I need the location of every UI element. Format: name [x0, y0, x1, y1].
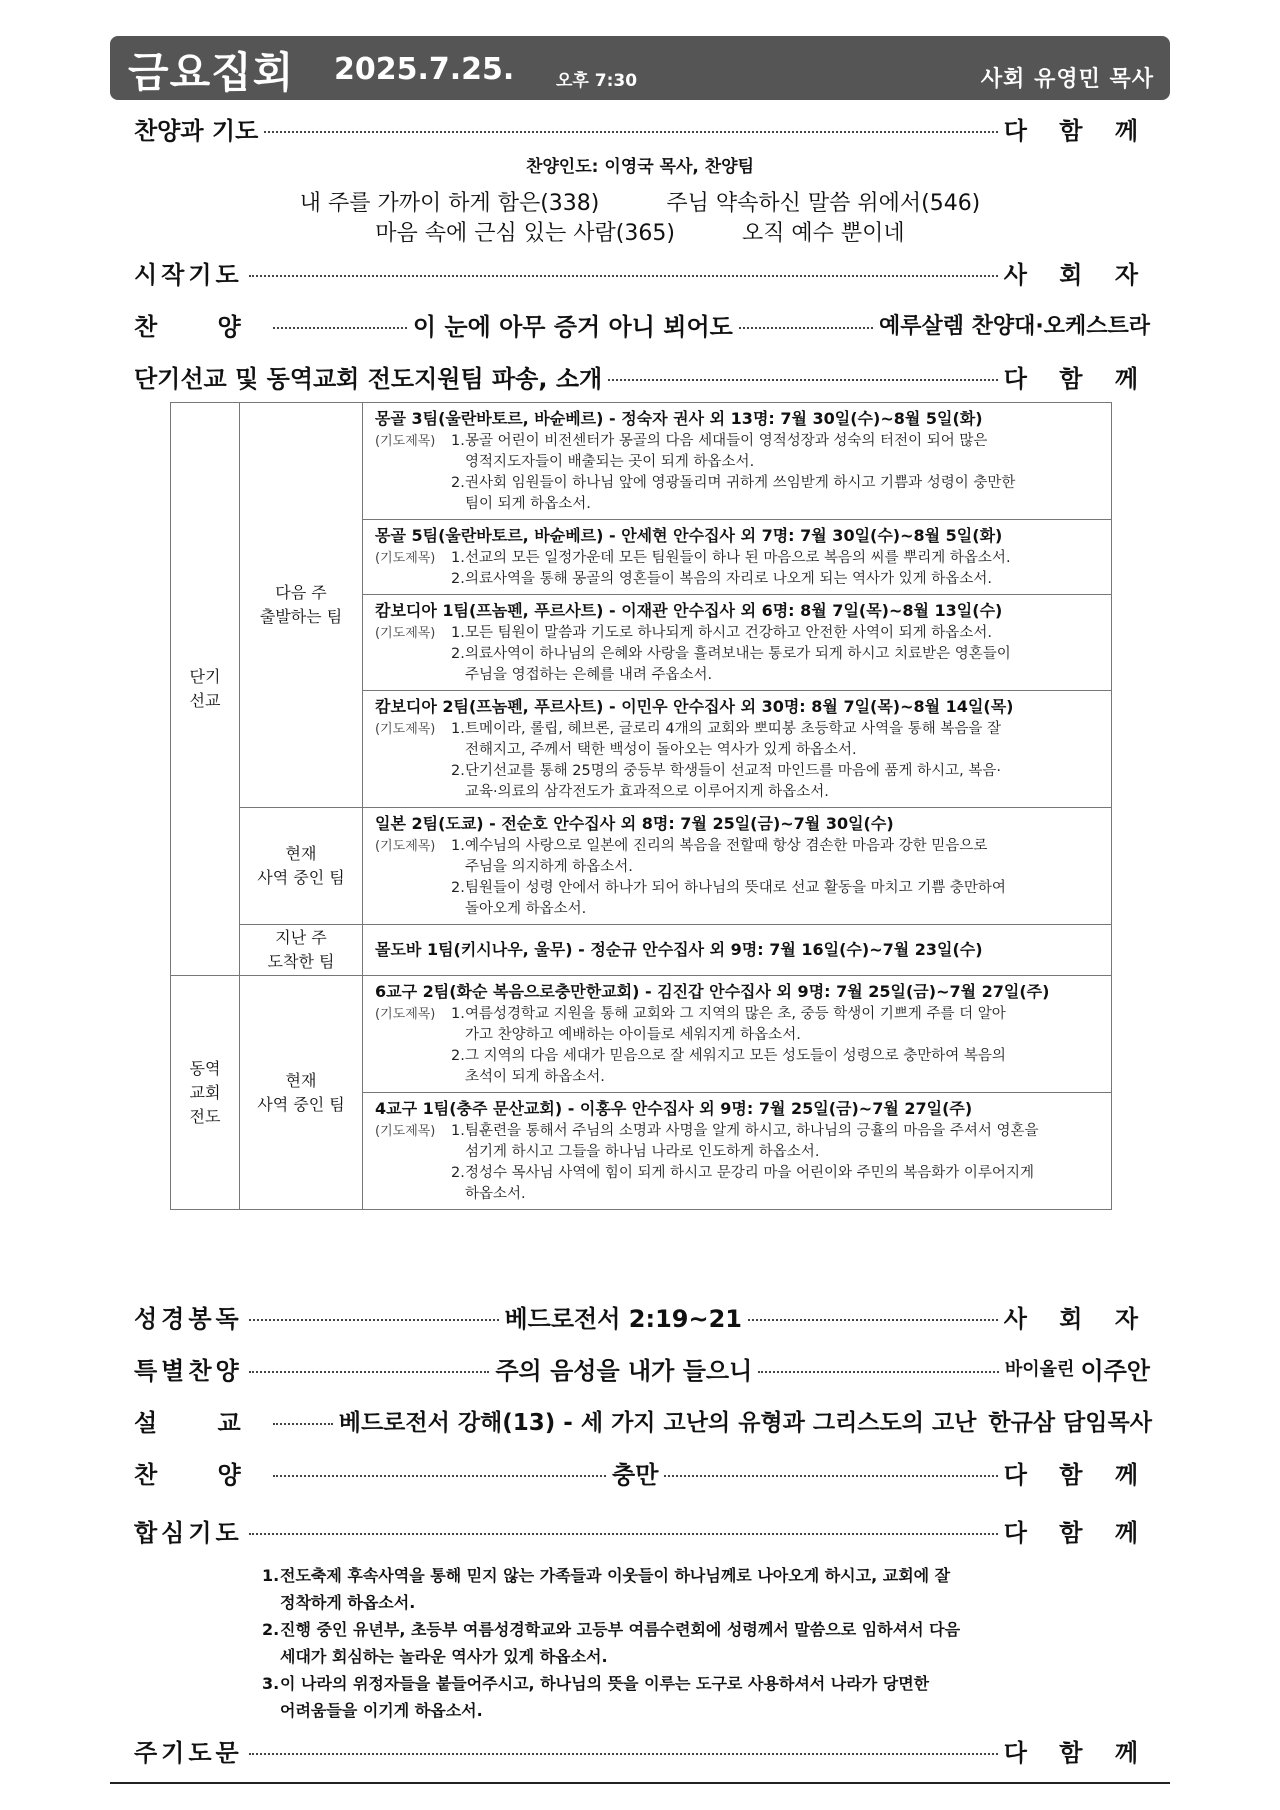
- team-cell: 캄보디아 2팀(프놈펜, 푸르사트) - 이민우 안수집사 외 30명: 8월 7일(목)~8월 14일(목) (기도제목) 1. 트메이라, 롤립, 헤브론, 글로리 4개의 교회와 뽀띠봉 초등학교 사역을 통해 복음을 잘 전해지고, 주께서 택한 백성이 돌아오는 역사가 있게 하옵소서. 2. 단기선교를 통해 25명의 중등부 학생들이 선교적 마인드를 마음에 품게 하시고, 복음· 교육·의료의 삼각전도가 효과적으로 이루어지게 하옵소서.: [363, 691, 1112, 808]
- order-opening-prayer: [134, 252, 1150, 292]
- hymn-line: [0, 186, 1280, 217]
- prayer-text: 섬기게 하시고 그들을 하나님 나라로 인도하게 하옵소서.: [465, 1144, 820, 1160]
- mission-table: [170, 402, 1112, 1210]
- service-date: 2025.7.25.: [334, 52, 515, 87]
- prayer-tag: (기도제목): [375, 722, 436, 737]
- order-center: 이 눈에 아무 증거 아니 뵈어도: [412, 312, 733, 341]
- prayer-text: 하옵소서.: [465, 1186, 526, 1202]
- header-bar: [110, 36, 1170, 100]
- table-row: [171, 925, 1112, 976]
- order-label: 특별찬양: [134, 1356, 243, 1385]
- order-center: 충만: [612, 1460, 659, 1489]
- order-label: 주기도문: [134, 1738, 243, 1767]
- order-anthem: [134, 304, 1150, 344]
- hymn-item: 오직 예수 뿐이네: [741, 221, 905, 246]
- dot-leader: [249, 1319, 499, 1321]
- order-label: 합심기도: [134, 1518, 243, 1547]
- item-number: 1.: [262, 1566, 280, 1585]
- hymn-item: 내 주를 가까이 하게 함은(338): [299, 191, 600, 216]
- service-leader: 사회 유영민 목사: [980, 67, 1154, 92]
- order-center: 베드로전서 2:19~21: [504, 1304, 742, 1333]
- item-number: 3.: [262, 1674, 280, 1693]
- table-row: [171, 403, 1112, 520]
- team-cell: [363, 925, 1112, 976]
- hymn-item: 마음 속에 근심 있는 사람(365): [375, 221, 675, 246]
- prayer-text: 초석이 되게 하옵소서.: [465, 1069, 605, 1085]
- team-title: 몽골 5팀(울란바토르, 바슌베르) - 안세현 안수집사 외 7명: 7월 30일(수)~8월 5일(화): [375, 526, 1003, 545]
- prayer-tag: (기도제목): [375, 1007, 436, 1022]
- prayer-text: 선교의 모든 일정가운데 모든 팀원들이 하나 된 마음으로 복음의 씨를 뿌리게 하옵소서.: [465, 550, 1011, 566]
- list-item: [262, 1670, 1022, 1697]
- team-title: 몰도바 1팀(키시나우, 울무) - 정순규 안수집사 외 9명: 7월 16일(수)~7월 23일(수): [375, 940, 983, 959]
- prayer-text: 그 지역의 다음 세대가 믿음으로 잘 세워지고 모든 성도들이 성령으로 충만하여 복음의: [465, 1048, 1006, 1064]
- order-unison-prayer: [134, 1510, 1150, 1550]
- item-number: 2.: [262, 1620, 280, 1639]
- prayer-tag: (기도제목): [375, 1124, 436, 1139]
- team-title: 일본 2팀(도쿄) - 전순호 안수집사 외 8명: 7월 25일(금)~7월 30일(수): [375, 814, 894, 833]
- dot-leader: [608, 379, 998, 381]
- team-title: 몽골 3팀(울란바토르, 바슌베르) - 정숙자 권사 외 13명: 7월 30일(수)~8월 5일(화): [375, 409, 983, 428]
- prayer-text: 돌아오게 하옵소서.: [465, 901, 587, 917]
- team-title: 캄보디아 1팀(프놈펜, 푸르사트) - 이재관 안수집사 외 6명: 8월 7일(목)~8월 13일(수): [375, 601, 1003, 620]
- prayer-text: 예수님의 사랑으로 일본에 진리의 복음을 전할때 항상 겸손한 마음과 강한 믿음으로: [465, 838, 988, 854]
- bottom-rule: [110, 1782, 1170, 1784]
- order-center: 베드로전서 강해(13) - 세 가지 고난의 유형과 그리스도의 고난: [338, 1409, 977, 1436]
- prayer-text: 트메이라, 롤립, 헤브론, 글로리 4개의 교회와 뽀띠봉 초등학교 사역을 통해 복음을 잘: [465, 721, 1001, 737]
- order-right: 사 회 자: [1003, 260, 1150, 289]
- prayer-text: 의료사역이 하나님의 은혜와 사랑을 흘려보내는 통로가 되게 하시고 치료받은 영혼들이: [465, 646, 1011, 662]
- hymn-line: [0, 216, 1280, 247]
- prayer-text: 주님을 영접하는 은혜를 내려 주옵소서.: [465, 667, 713, 683]
- order-right: 다 함 께: [1003, 116, 1150, 145]
- group-label: 단기 선교: [189, 667, 221, 710]
- prayer-text: 권사회 임원들이 하나님 앞에 영광돌리며 귀하게 쓰임받게 하시고 기쁨과 성령이 충만한: [465, 475, 1016, 491]
- dot-leader: [249, 1371, 490, 1373]
- status-label: 현재 사역 중인 팀: [257, 1070, 345, 1114]
- dot-leader: [249, 275, 998, 277]
- dot-leader: [249, 1753, 998, 1755]
- list-item: [262, 1697, 1022, 1724]
- prayer-tag: (기도제목): [375, 551, 436, 566]
- team-title: 캄보디아 2팀(프놈펜, 푸르사트) - 이민우 안수집사 외 30명: 8월 7일(목)~8월 14일(목): [375, 697, 1014, 716]
- list-item: [262, 1562, 1022, 1589]
- order-right-small: 바이올린: [1004, 1359, 1075, 1380]
- item-text: 전도축제 후속사역을 통해 믿지 않는 가족들과 이웃들이 하나님께로 나아오게 하시고, 교회에 잘: [280, 1566, 951, 1585]
- item-text: 이 나라의 위정자들을 붙들어주시고, 하나님의 뜻을 이루는 도구로 사용하셔서 나라가 당면한: [280, 1674, 930, 1693]
- order-right: 다 함 께: [1003, 1460, 1150, 1489]
- order-center: 주의 음성을 내가 들으니: [495, 1356, 753, 1385]
- dot-leader: [249, 1533, 998, 1535]
- prayer-text: 교육·의료의 삼각전도가 효과적으로 이루어지게 하옵소서.: [465, 784, 829, 800]
- prayer-text: 의료사역을 통해 몽골의 영혼들이 복음의 자리로 나오게 되는 역사가 있게 하옵소서.: [465, 571, 992, 587]
- dot-leader: [758, 1371, 999, 1373]
- item-text: 세대가 회심하는 놀라운 역사가 있게 하옵소서.: [280, 1647, 608, 1666]
- team-title: 4교구 1팀(충주 문산교회) - 이홍우 안수집사 외 9명: 7월 25일(금)~7월 27일(주): [375, 1099, 973, 1118]
- prayer-text: 단기선교를 통해 25명의 중등부 학생들이 선교적 마인드를 마음에 품게 하시고, 복음·: [465, 763, 1001, 779]
- order-dispatch: [134, 356, 1150, 396]
- prayer-text: 전해지고, 주께서 택한 백성이 돌아오는 역사가 있게 하옵소서.: [465, 742, 857, 758]
- list-item: [262, 1616, 1022, 1643]
- order-label: 설 교: [134, 1408, 267, 1437]
- list-item: [262, 1643, 1022, 1670]
- table-row: [171, 808, 1112, 925]
- dot-leader: [264, 131, 997, 133]
- prayer-text: 팀훈련을 통해서 주님의 소명과 사명을 알게 하시고, 하나님의 긍휼의 마음을 주셔서 영혼을: [465, 1123, 1039, 1139]
- prayer-text: 여름성경학교 지원을 통해 교회와 그 지역의 많은 초, 중등 학생이 기쁘게 주를 더 알아: [465, 1006, 1006, 1022]
- group-cell: [171, 403, 240, 976]
- prayer-text: 영적지도자들이 배출되는 곳이 되게 하옵소서.: [465, 454, 755, 470]
- team-cell: 캄보디아 1팀(프놈펜, 푸르사트) - 이재관 안수집사 외 6명: 8월 7일(목)~8월 13일(수) (기도제목) 1. 모든 팀원이 말씀과 기도로 하나되게 하시고 건강하고 안전한 사역이 되게 하옵소서. 2. 의료사역이 하나님의 은혜와 사랑을 흘려보내는 통로가 되게 하시고 치료받은 영혼들이 주님을 영접하는 은혜를 내려 주옵소서.: [363, 595, 1112, 691]
- item-text: 어려움들을 이기게 하옵소서.: [280, 1701, 483, 1720]
- prayer-text: 정성수 목사님 사역에 힘이 되게 하시고 문강리 마을 어린이와 주민의 복음화가 이루어지게: [465, 1165, 1034, 1181]
- dot-leader: [739, 327, 873, 329]
- list-item: [262, 1589, 1022, 1616]
- status-label: 현재 사역 중인 팀: [257, 844, 345, 887]
- dot-leader: [748, 1319, 998, 1321]
- order-label: 찬 양: [134, 312, 267, 341]
- team-cell: 4교구 1팀(충주 문산교회) - 이홍우 안수집사 외 9명: 7월 25일(금)~7월 27일(주) (기도제목) 1. 팀훈련을 통해서 주님의 소명과 사명을 알게 하시고, 하나님의 긍휼의 마음을 주셔서 영혼을 섬기게 하시고 그들을 하나님 나라로 인도하게 하옵소서. 2. 정성수 목사님 사역에 힘이 되게 하시고 문강리 마을 어린이와 주민의 복음화가 이루어지게 하옵소서.: [363, 1093, 1112, 1210]
- order-label: 찬양과 기도: [134, 116, 259, 145]
- item-text: 정착하게 하옵소서.: [280, 1593, 416, 1612]
- order-right: 예루살렘 찬양대·오케스트라: [878, 313, 1150, 339]
- order-label: 찬 양: [134, 1460, 267, 1489]
- prayer-text: 모든 팀원이 말씀과 기도로 하나되게 하시고 건강하고 안전한 사역이 되게 하옵소서.: [465, 625, 992, 641]
- order-right: 한규삼 담임목사: [988, 1409, 1152, 1436]
- order-praise: [134, 108, 1150, 148]
- item-text: 진행 중인 유년부, 초등부 여름성경학교와 고등부 여름수련회에 성령께서 말씀으로 임하셔서 다음: [280, 1620, 961, 1639]
- prayer-text: 팀이 되게 하옵소서.: [465, 496, 591, 512]
- status-label: 지난 주 도착한 팀: [267, 928, 335, 971]
- order-right: 다 함 께: [1003, 1518, 1150, 1547]
- prayer-text: 가고 찬양하고 예배하는 아이들로 세워지게 하옵소서.: [465, 1027, 801, 1043]
- order-right: 사 회 자: [1003, 1304, 1150, 1333]
- prayer-list: [262, 1562, 1022, 1724]
- status-cell: [240, 976, 363, 1210]
- status-label: 다음 주 출발하는 팀: [259, 583, 343, 626]
- team-title: 6교구 2팀(화순 복음으로충만한교회) - 김진갑 안수집사 외 9명: 7월 25일(금)~7월 27일(주): [375, 982, 1050, 1001]
- prayer-tag: (기도제목): [375, 626, 436, 641]
- dot-leader: [273, 1423, 333, 1425]
- dot-leader: [273, 1475, 606, 1477]
- service-time: 오후 7:30: [556, 71, 638, 91]
- prayer-text: 몽골 어린이 비전센터가 몽골의 다음 세대들이 영적성장과 성숙의 터전이 되어 많은: [465, 433, 988, 449]
- order-sermon: [134, 1400, 1150, 1440]
- status-cell: [240, 403, 363, 808]
- team-cell: 몽골 3팀(울란바토르, 바슌베르) - 정숙자 권사 외 13명: 7월 30일(수)~8월 5일(화) (기도제목) 1. 몽골 어린이 비전센터가 몽골의 다음 세대들이 영적성장과 성숙의 터전이 되어 많은 영적지도자들이 배출되는 곳이 되게 하옵소서. 2. 권사회 임원들이 하나님 앞에 영광돌리며 귀하게 쓰임받게 하시고 기쁨과 성령이 충만한 팀이 되게 하옵소서.: [363, 403, 1112, 520]
- prayer-text: 팀원들이 성령 안에서 하나가 되어 하나님의 뜻대로 선교 활동을 마치고 기쁨 충만하여: [465, 880, 1006, 896]
- dot-leader: [273, 327, 407, 329]
- order-right: 다 함 께: [1003, 364, 1150, 393]
- status-cell: [240, 925, 363, 976]
- order-label: 단기선교 및 동역교회 전도지원팀 파송, 소개: [134, 364, 603, 393]
- status-cell: [240, 808, 363, 925]
- team-cell: 일본 2팀(도쿄) - 전순호 안수집사 외 8명: 7월 25일(금)~7월 30일(수) (기도제목) 1. 예수님의 사랑으로 일본에 진리의 복음을 전할때 항상 겸손한 마음과 강한 믿음으로 주님을 의지하게 하옵소서. 2. 팀원들이 성령 안에서 하나가 되어 하나님의 뜻대로 선교 활동을 마치고 기쁨 충만하여 돌아오게 하옵소서.: [363, 808, 1112, 925]
- prayer-tag: (기도제목): [375, 839, 436, 854]
- hymn-item: 주님 약속하신 말씀 위에서(546): [666, 191, 981, 216]
- service-title: 금요집회: [128, 48, 295, 97]
- order-special: [134, 1348, 1150, 1388]
- prayer-tag: (기도제목): [375, 434, 436, 449]
- prayer-text: 주님을 의지하게 하옵소서.: [465, 859, 633, 875]
- order-scripture: [134, 1296, 1150, 1336]
- order-label: 성경봉독: [134, 1304, 243, 1333]
- order-right: 이주안: [1080, 1356, 1150, 1385]
- order-right: 다 함 께: [1003, 1738, 1150, 1767]
- order-lords-prayer: [134, 1730, 1150, 1770]
- group-label: 동역 교회 전도: [189, 1058, 221, 1126]
- order-hymn2: [134, 1452, 1150, 1492]
- hymn-leader: 찬양인도: 이영국 목사, 찬양팀: [525, 157, 755, 177]
- dot-leader: [664, 1475, 997, 1477]
- team-cell: 몽골 5팀(울란바토르, 바슌베르) - 안세현 안수집사 외 7명: 7월 30일(수)~8월 5일(화) (기도제목) 1. 선교의 모든 일정가운데 모든 팀원들이 하나 된 마음으로 복음의 씨를 뿌리게 하옵소서. 2. 의료사역을 통해 몽골의 영혼들이 복음의 자리로 나오게 되는 역사가 있게 하옵소서.: [363, 520, 1112, 595]
- table-row: [171, 976, 1112, 1093]
- group-cell: [171, 976, 240, 1210]
- order-label: 시작기도: [134, 260, 243, 289]
- team-cell: 6교구 2팀(화순 복음으로충만한교회) - 김진갑 안수집사 외 9명: 7월 25일(금)~7월 27일(주) (기도제목) 1. 여름성경학교 지원을 통해 교회와 그 지역의 많은 초, 중등 학생이 기쁘게 주를 더 알아 가고 찬양하고 예배하는 아이들로 세워지게 하옵소서. 2. 그 지역의 다음 세대가 믿음으로 잘 세워지고 모든 성도들이 성령으로 충만하여 복음의 초석이 되게 하옵소서.: [363, 976, 1112, 1093]
